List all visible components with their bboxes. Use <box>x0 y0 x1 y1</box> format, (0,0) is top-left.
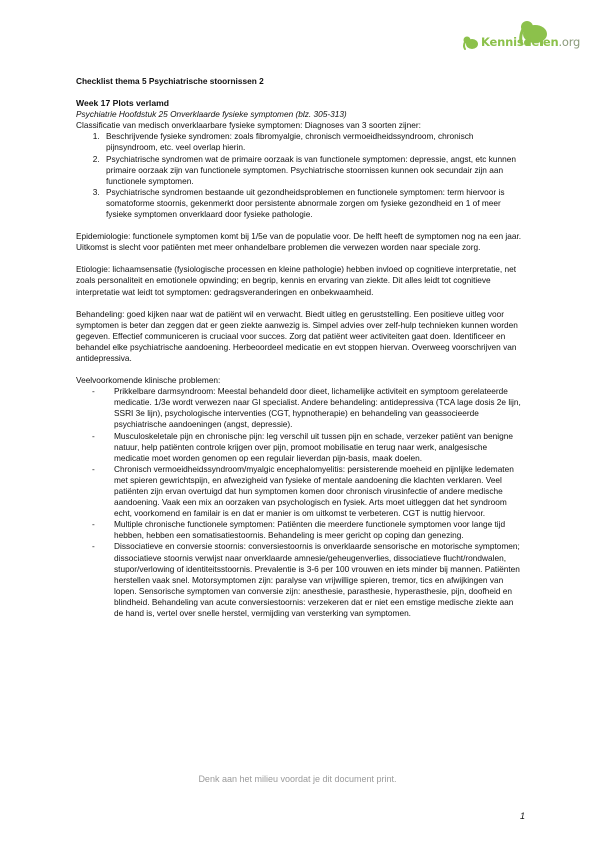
classification-intro: Classificatie van medisch onverklaarbare fysieke symptomen: Diagnoses van 3 soorten zijner: <box>76 120 421 131</box>
behandeling-paragraph: Behandeling: goed kijken naar wat de patiënt wil en verwacht. Biedt uitleg en geruststelling. Een positieve uitleg voor symptomen is beter dan zeggen dat er geen ziekte aanwezig is. Simpel advies over zelf-hulp technieken kunnen worden gegeven. Effectief communiceren is cruciaal voor succes. Zorg dat patiënt weer activiteiten gaat doen. Identificeer en behandel elke psychiatrische aandoening. Herbeoordeel medicatie en evt stoppen hiervan. Overweeg voorschrijven van antidepressiva. <box>76 308 518 363</box>
classification-list <box>76 131 522 220</box>
epidemiologie-paragraph: Epidemiologie: functionele symptomen komt bij 1/5e van de populatie voor. De helft heeft de symptomen nog na een jaar. Uitkomst is slecht voor patiënten met meer onhandelbare problemen die verwezen worden naar speciale zorg. <box>76 231 522 253</box>
footer-notice: Denk aan het milieu voordat je dit document print. <box>198 774 397 784</box>
problem-item: - Multiple chronische functionele symptomen: Patiënten die meerdere functionele symptomen voor lange tijd hebben, hebben een somatisatiestoornis. Behandeling is meer gericht op coping dan genezing. <box>114 519 522 541</box>
problem-item: - Dissociatieve en conversie stoornis: conversiestoornis is onverklaarde sensorische en motorische symptomen; dissociatieve stoornis verwijst naar onverklaarde amnesie/geheugenverlies, dissociatieve flucht/rondwalen, stupor/verlowing of identiteitsstoornis. Prevalentie is 3-6 per 100 vrouwen en iets minder bij mannen. Patiënten herstellen vaak snel. Motorsymptomen zijn: paralyse van vrijwillige spieren, tremor, tics en afwijkingen van lopen. Sensorische symptomen van conversie zijn: anesthesie, parasthesie, hyperasthesie, pijn, doofheid en blindheid. Behandeling van acute conversiestoornis: verzekeren dat er niet een emstige medische ziekte aan de hand is, vertel over snelle herstel, vermijding van versterking van symptomen. <box>114 541 522 619</box>
classification-item: 1. Beschrijvende fysieke syndromen: zoals fibromyalgie, chronisch vermoeidheidssyndroom, chronisch pijnsyndroom, etc. veel overlap hierin. <box>102 131 522 153</box>
kennisdelen-logo <box>457 14 581 60</box>
etiologie-paragraph: Etiologie: lichaamsensatie (fysiologische processen en kleine pathologie) hebben invloed op cognitieve interpretatie, net zoals personaliteit en emotionele opwinding; en begrip, kennis en ervaring van ziekte. Dit alles leidt tot cognitieve interpretatie wat leidt tot symptomen: gedragsveranderingen en onbekwaamheid. <box>76 264 517 297</box>
document-body <box>76 76 522 619</box>
chapter-subtitle: Psychiatrie Hoofdstuk 25 Onverklaarde fysieke symptomen (blz. 305-313) <box>76 109 347 120</box>
problem-item: - Prikkelbare darmsyndroom: Meestal behandeld door dieet, lichamelijke activiteit en symptoom gerelateerde medicatie. 1/3e wordt verwezen naar GI specialist. Andere behandeling: antidepressiva (TCA lage dosis 2e lijn, SSRI 3e lijn), psychologische interventies (CGT, hypnotherapie) en behandeling van geassocieerde psychiatrische aandoeningen (angst, depressie). <box>114 386 522 430</box>
logo-name: Kennisdelen <box>481 35 559 49</box>
week-heading: Week 17 Plots verlamd <box>76 98 169 109</box>
problemen-intro: Veelvoorkomende klinische problemen: <box>76 375 221 386</box>
document-title: Checklist thema 5 Psychiatrische stoornissen 2 <box>76 76 264 86</box>
problemen-list <box>76 386 522 619</box>
logo-suffix: .org <box>558 35 581 49</box>
classification-item: 2. Psychiatrische syndromen wat de primaire oorzaak is van functionele symptomen: depressie, angst, etc kunnen primaire oorzaak zijn van functionele symptomen. Psychiatrische stoornissen kunnen ook secundair zijn aan functionele symptomen. <box>102 154 522 187</box>
classification-item: 3. Psychiatrische syndromen bestaande uit gezondheidsproblemen en functionele symptomen: term hiervoor is somatoforme stoornis, gekenmerkt door persistente abnormale zorgen om fysieke gezondheid en 1 of meer fysieke symptomen onverklaard door fysieke pathologie. <box>102 187 522 220</box>
problem-item: - Musculoskeletale pijn en chronische pijn: leg verschil uit tussen pijn en schade, verzeker patiënt van benigne natuur, help patiënten controle krijgen over pijn, promoot mobilisatie en terug naar werk, analgesische medicatie moet worden genomen op een regulair lieverdan pijn-basis, maak doelen. <box>114 431 522 464</box>
problem-item: - Chronisch vermoeidheidssyndroom/myalgic encephalomyelitis: persisterende moeheid en pijnlijke ledematen met spieren gewrichtspijn, en afwezigheid van fysieke of mentale aandoening die klachten verklaren. Veel patiënten zijn ervan overtuigd dat hun symptomen komen door chronisch virusinfectie of andere medische aandoening. Vaak een mix an oorzaken van psychologisch en fysiek. Arts moet uitleggen dat het syndroom echt, voorkomend en familair is en dat er manier is om uitkomst te verbeteren. CGT is nuttig hiervoor. <box>114 464 522 519</box>
page-number: 1 <box>520 811 526 821</box>
logo-wordmark <box>481 35 580 49</box>
